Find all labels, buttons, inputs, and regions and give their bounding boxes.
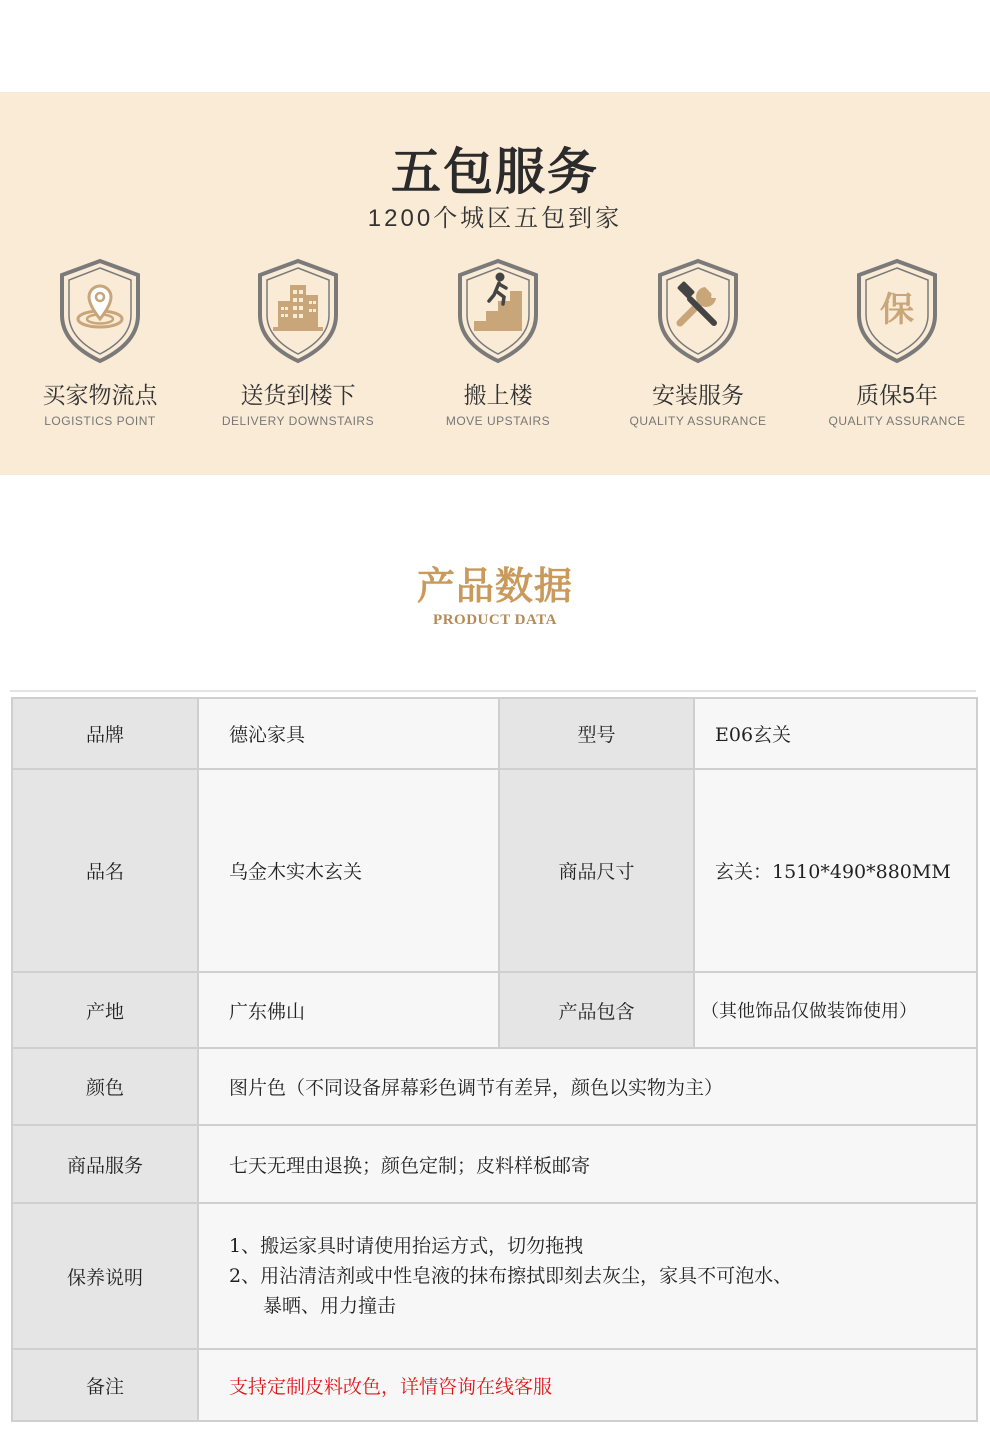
care-line-1: 1、搬运家具时请使用抬运方式，切勿拖拽 [229,1235,584,1257]
service-label-cell: 商品服务 [12,1125,198,1203]
product-data-title: 产品数据 [416,563,573,608]
location-pin-icon [58,257,142,365]
tools-icon [656,257,740,365]
size-value: 玄关：1510*490*880MM [694,769,977,972]
bao-badge-icon [855,257,939,365]
table-row [12,769,977,972]
care-value [198,1203,977,1349]
bao-glyph: 保 [880,290,914,330]
brand-label: 品牌 [12,698,198,769]
service-label-en: QUALITY ASSURANCE [629,414,767,428]
table-row [12,1203,977,1349]
table-row [12,1349,977,1421]
service-item-move-upstairs [398,257,598,428]
table-row [12,698,977,769]
origin-label: 产地 [12,972,198,1048]
name-label: 品名 [12,769,198,972]
service-item-installation [598,257,798,428]
service-item-logistics-point [0,257,200,428]
product-spec-table [11,697,978,1422]
model-value: E06玄关 [694,698,977,769]
service-item-delivery-downstairs [198,257,398,428]
care-line-2: 2、用沾清洁剂或中性皂液的抹布擦拭即刻去灰尘，家具不可泡水、 [229,1265,793,1287]
service-label: 搬上楼 [463,382,533,408]
remarks-value: 支持定制皮料改色，详情咨询在线客服 [198,1349,977,1421]
product-data-subtitle: PRODUCT DATA [433,612,557,628]
table-row [12,1125,977,1203]
service-title: 五包服务 [391,144,599,200]
remarks-label: 备注 [12,1349,198,1421]
includes-label: 产品包含 [499,972,694,1048]
service-subtitle: 1200个城区五包到家 [367,205,623,232]
service-label-en: DELIVERY DOWNSTAIRS [221,414,375,428]
size-label: 商品尺寸 [499,769,694,972]
service-label: 买家物流点 [42,382,158,408]
stairs-climb-icon [456,257,540,365]
name-value: 乌金木实木玄关 [198,769,499,972]
service-label-en: MOVE UPSTAIRS [445,414,551,428]
service-label: 安装服务 [652,382,744,408]
color-value: 图片色（不同设备屏幕彩色调节有差异，颜色以实物为主） [198,1048,977,1125]
building-icon [256,257,340,365]
care-label: 保养说明 [12,1203,198,1349]
service-label: 质保5年 [856,382,938,408]
service-label-en: LOGISTICS POINT [44,414,156,428]
table-row [12,1048,977,1125]
table-top-rule [10,690,976,692]
service-label-en: QUALITY ASSURANCE [828,414,966,428]
includes-value: （其他饰品仅做装饰使用） [694,972,977,1048]
service-label: 送货到楼下 [240,382,356,408]
table-row [12,972,977,1048]
origin-value: 广东佛山 [198,972,499,1048]
color-label: 颜色 [12,1048,198,1125]
service-value: 七天无理由退换；颜色定制；皮料样板邮寄 [198,1125,977,1203]
service-band [0,92,990,475]
service-item-warranty [797,257,990,428]
model-label: 型号 [499,698,694,769]
brand-value: 德沁家具 [198,698,499,769]
care-line-3: 暴晒、用力撞击 [263,1295,397,1317]
